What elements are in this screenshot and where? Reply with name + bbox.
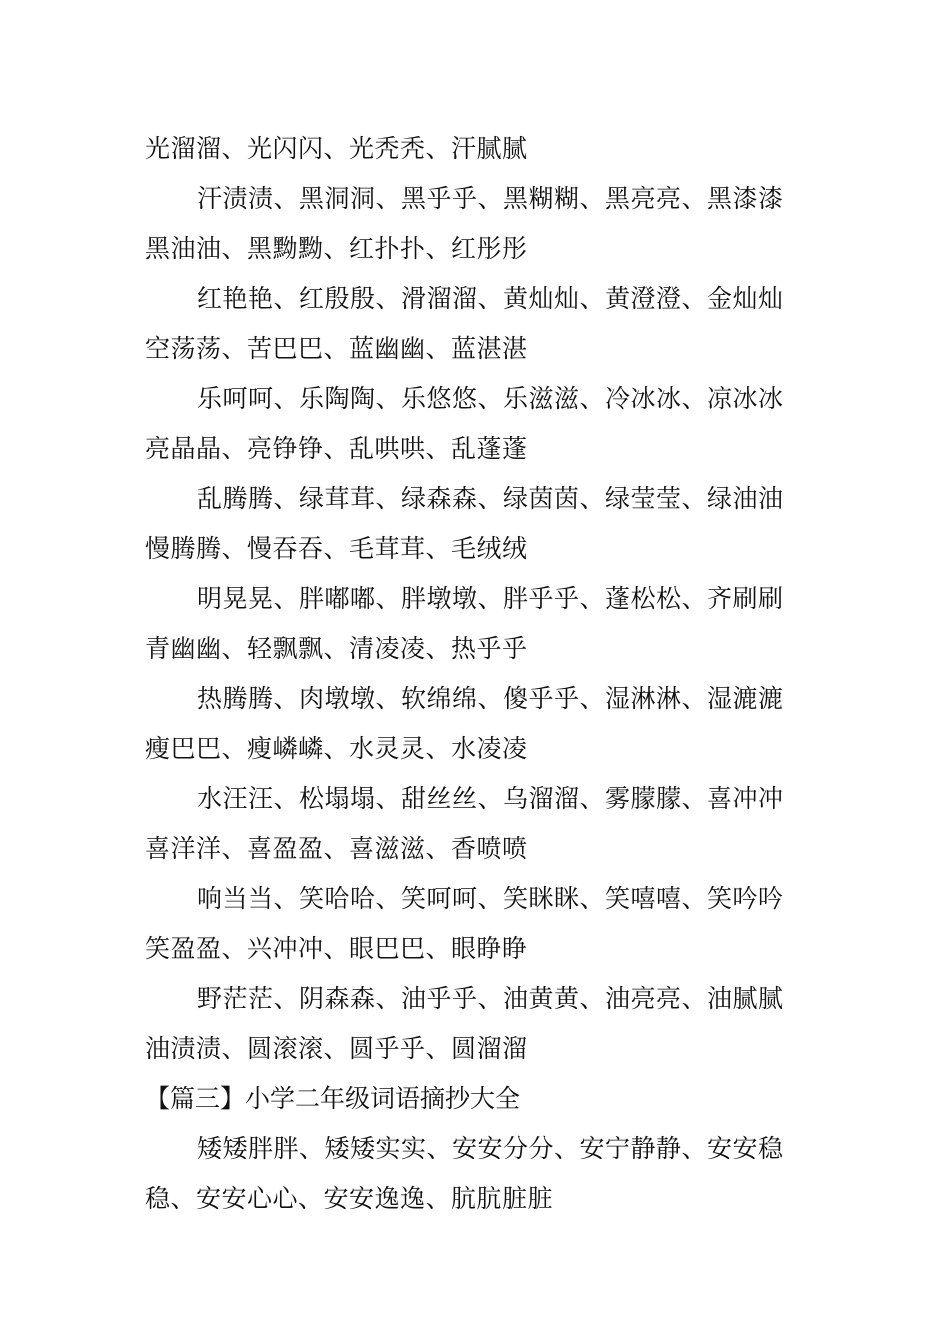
text-line: 汗渍渍、黑洞洞、黑乎乎、黑糊糊、黑亮亮、黑漆漆	[197, 184, 784, 213]
text-line: 光溜溜、光闪闪、光秃秃、汗腻腻	[145, 134, 528, 163]
text-line: 稳、安安心心、安安逸逸、肮肮脏脏	[145, 1184, 554, 1213]
text-line: 水汪汪、松塌塌、甜丝丝、乌溜溜、雾朦朦、喜冲冲	[197, 784, 784, 813]
text-line: 空荡荡、苦巴巴、蓝幽幽、蓝湛湛	[145, 334, 528, 363]
text-line: 亮晶晶、亮铮铮、乱哄哄、乱蓬蓬	[145, 434, 528, 463]
document-body	[145, 124, 815, 1224]
text-line: 瘦巴巴、瘦嶙嶙、水灵灵、水凌凌	[145, 734, 528, 763]
text-line: 喜洋洋、喜盈盈、喜滋滋、香喷喷	[145, 834, 528, 863]
text-line: 青幽幽、轻飘飘、清凌凌、热乎乎	[145, 634, 528, 663]
text-line: 慢腾腾、慢吞吞、毛茸茸、毛绒绒	[145, 534, 528, 563]
section-heading: 【篇三】小学二年级词语摘抄大全	[145, 1084, 521, 1113]
text-line: 黑油油、黑黝黝、红扑扑、红彤彤	[145, 234, 528, 263]
text-line: 笑盈盈、兴冲冲、眼巴巴、眼睁睁	[145, 934, 528, 963]
text-line: 明晃晃、胖嘟嘟、胖墩墩、胖乎乎、蓬松松、齐刷刷	[197, 584, 784, 613]
text-line: 矮矮胖胖、矮矮实实、安安分分、安宁静静、安安稳	[197, 1134, 784, 1163]
text-line: 乱腾腾、绿茸茸、绿森森、绿茵茵、绿莹莹、绿油油	[197, 484, 784, 513]
text-line: 红艳艳、红殷殷、滑溜溜、黄灿灿、黄澄澄、金灿灿	[197, 284, 784, 313]
text-line: 响当当、笑哈哈、笑呵呵、笑眯眯、笑嘻嘻、笑吟吟	[197, 884, 784, 913]
text-line: 野茫茫、阴森森、油乎乎、油黄黄、油亮亮、油腻腻	[197, 984, 784, 1013]
text-line: 乐呵呵、乐陶陶、乐悠悠、乐滋滋、冷冰冰、凉冰冰	[197, 384, 784, 413]
text-line: 油渍渍、圆滚滚、圆乎乎、圆溜溜	[145, 1034, 528, 1063]
text-line: 热腾腾、肉墩墩、软绵绵、傻乎乎、湿淋淋、湿漉漉	[197, 684, 784, 713]
